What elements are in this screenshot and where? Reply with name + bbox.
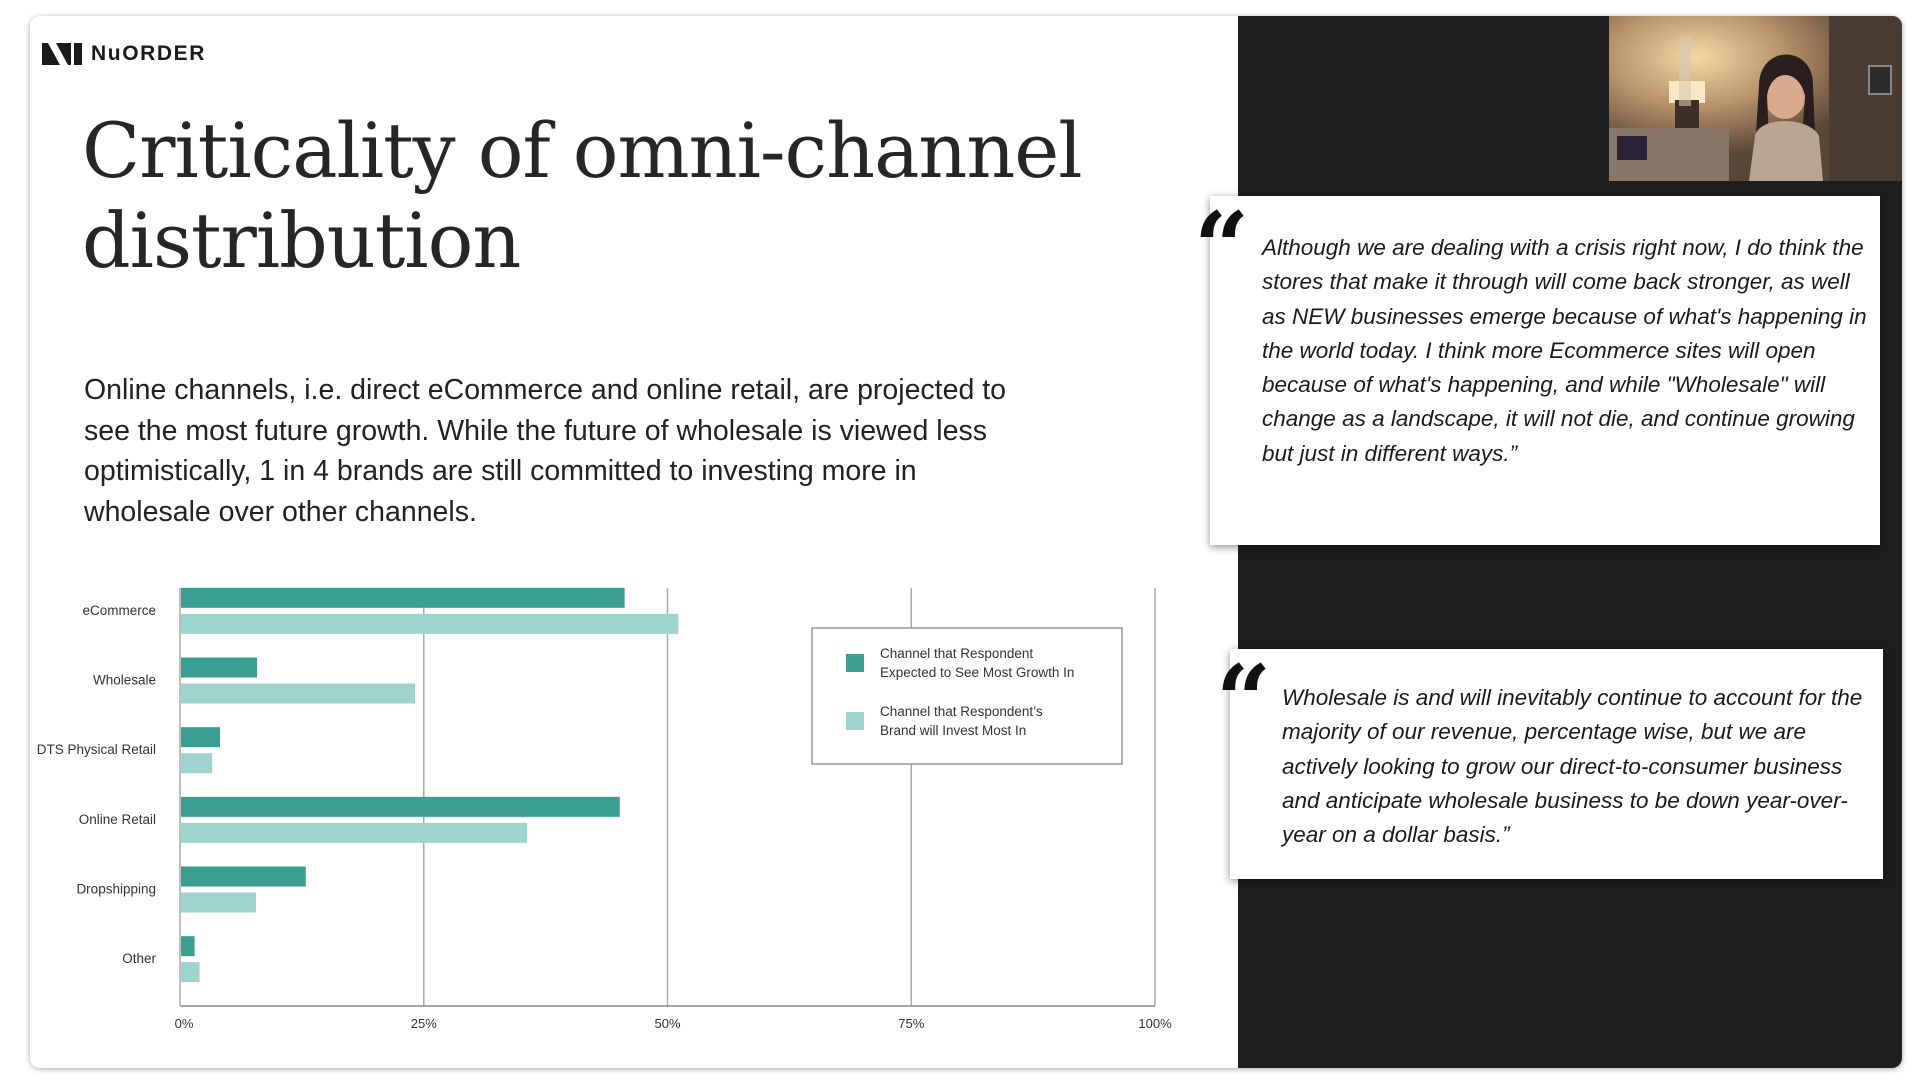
quote-text-1: Although we are dealing with a crisis right now, I do think the stores that make it through will come back stronger, as well as NEW businesses emerge because of what's happening in the world today. I think more Ecommerce sites will open because of what's happening, and while "Wholesale" will change as a landscape, it will not die, and continue growing but just in different ways.”: [1262, 235, 1867, 466]
title-line-1: Criticality of omni-channel: [82, 106, 1082, 195]
legend-swatch: [846, 654, 864, 672]
x-tick-label: 75%: [898, 1016, 925, 1031]
brand-logo: [42, 40, 206, 68]
nuorder-logo-icon: [42, 43, 82, 65]
category-label: Wholesale: [92, 672, 156, 688]
legend-label: Channel that Respondent’s: [880, 704, 1043, 719]
quote-text-2: Wholesale is and will inevitably continue to account for the majority of our revenue, percentage wise, but we are actively looking to grow our direct-to-consumer business and anticipate wholesale business to be down year-over-year on a dollar basis.”: [1282, 685, 1863, 848]
title-line-2: distribution: [82, 196, 521, 285]
quote-card-2: [1216, 644, 1883, 879]
quote-card-1: [1194, 191, 1880, 545]
legend-label: Expected to See Most Growth In: [880, 665, 1075, 680]
logo-text: NuORDER: [91, 42, 207, 65]
bar-brand-invest: [181, 893, 256, 913]
category-label: Dropshipping: [76, 881, 156, 897]
bar-brand-invest: [181, 823, 527, 843]
slide-panel: [30, 16, 1238, 1068]
webcam-video-feed: [1609, 16, 1902, 181]
legend-swatch: [846, 712, 864, 730]
bar-expected-growth: [181, 867, 306, 887]
legend-label: Channel that Respondent: [880, 646, 1034, 661]
bar-brand-invest: [181, 753, 212, 773]
quote-mark-icon: “: [1216, 644, 1272, 757]
bar-expected-growth: [181, 936, 195, 956]
bar-expected-growth: [181, 727, 220, 747]
x-tick-label: 100%: [1138, 1016, 1172, 1031]
bar-expected-growth: [181, 797, 620, 817]
presenter-video-image: [1609, 16, 1902, 181]
bar-expected-growth: [181, 658, 257, 678]
bar-brand-invest: [181, 614, 678, 634]
x-tick-label: 50%: [654, 1016, 681, 1031]
bar-brand-invest: [181, 684, 415, 704]
legend-label: Brand will Invest Most In: [880, 723, 1027, 738]
category-label: Other: [122, 951, 156, 967]
x-tick-label: 25%: [410, 1016, 437, 1031]
quote-mark-icon: “: [1194, 191, 1250, 304]
category-label: eCommerce: [82, 602, 156, 618]
bar-brand-invest: [181, 962, 200, 982]
channel-growth-bar-chart: [30, 576, 1238, 1056]
bar-expected-growth: [181, 588, 625, 608]
x-tick-label: 0%: [174, 1016, 194, 1031]
slide-body-text: Online channels, i.e. direct eCommerce and online retail, are projected to see the most future growth. While the future of wholesale is viewed less optimistically, 1 in 4 brands are still committed to investing more in wholesale over other channels.: [84, 374, 1006, 528]
category-label: DTS Physical Retail: [36, 742, 156, 758]
slide-title: [82, 106, 1082, 286]
category-label: Online Retail: [78, 811, 156, 827]
